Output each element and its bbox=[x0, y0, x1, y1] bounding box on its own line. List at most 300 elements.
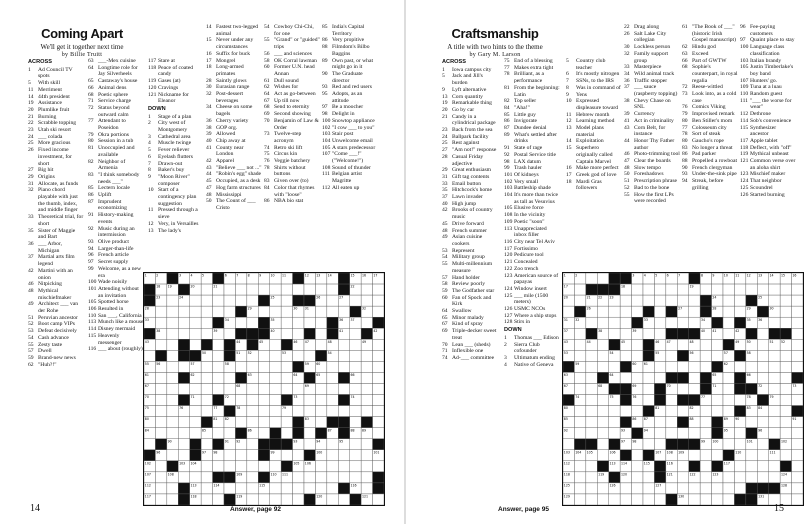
grid-cell[interactable] bbox=[270, 494, 281, 505]
grid-cell[interactable] bbox=[270, 350, 281, 361]
grid-cell[interactable] bbox=[757, 372, 768, 383]
grid-cell[interactable] bbox=[315, 406, 326, 417]
grid-cell[interactable] bbox=[293, 383, 304, 394]
grid-cell[interactable] bbox=[247, 494, 258, 505]
grid-cell[interactable] bbox=[327, 361, 338, 372]
grid-cell[interactable] bbox=[586, 461, 597, 472]
grid-cell[interactable] bbox=[155, 395, 166, 406]
grid-cell[interactable] bbox=[213, 461, 224, 472]
grid-cell[interactable] bbox=[769, 472, 780, 483]
grid-cell[interactable] bbox=[213, 428, 224, 439]
grid-cell[interactable] bbox=[677, 317, 688, 328]
grid-cell[interactable] bbox=[609, 494, 620, 505]
grid-cell[interactable] bbox=[281, 361, 292, 372]
grid-cell[interactable] bbox=[167, 383, 178, 394]
grid-cell[interactable] bbox=[712, 350, 723, 361]
grid-cell[interactable] bbox=[666, 406, 677, 417]
grid-cell[interactable] bbox=[235, 395, 246, 406]
grid-cell[interactable] bbox=[190, 339, 201, 350]
grid-cell[interactable] bbox=[677, 383, 688, 394]
grid-cell[interactable] bbox=[315, 383, 326, 394]
grid-cell[interactable] bbox=[361, 461, 372, 472]
grid-cell[interactable] bbox=[654, 361, 665, 372]
grid-cell[interactable] bbox=[167, 372, 178, 383]
grid-cell[interactable] bbox=[178, 417, 189, 428]
grid-cell[interactable] bbox=[769, 428, 780, 439]
grid-cell[interactable] bbox=[620, 494, 631, 505]
grid-cell[interactable] bbox=[350, 461, 361, 472]
grid-cell[interactable] bbox=[293, 494, 304, 505]
grid-cell[interactable] bbox=[201, 439, 212, 450]
grid-cell[interactable] bbox=[338, 383, 349, 394]
grid-cell[interactable] bbox=[350, 417, 361, 428]
grid-cell[interactable] bbox=[734, 472, 745, 483]
grid-cell[interactable] bbox=[144, 350, 155, 361]
grid-cell[interactable] bbox=[632, 494, 643, 505]
grid-cell[interactable] bbox=[666, 295, 677, 306]
grid-cell[interactable] bbox=[757, 361, 768, 372]
grid-cell[interactable] bbox=[677, 406, 688, 417]
grid-cell[interactable] bbox=[270, 306, 281, 317]
grid-cell[interactable] bbox=[620, 306, 631, 317]
grid-cell[interactable] bbox=[213, 350, 224, 361]
grid-cell[interactable] bbox=[792, 395, 803, 406]
grid-cell[interactable] bbox=[373, 361, 384, 372]
grid-cell[interactable] bbox=[281, 295, 292, 306]
grid-cell[interactable] bbox=[746, 284, 757, 295]
grid-cell[interactable] bbox=[677, 284, 688, 295]
grid-cell[interactable] bbox=[689, 450, 700, 461]
grid-cell[interactable] bbox=[258, 372, 269, 383]
grid-cell[interactable] bbox=[792, 472, 803, 483]
grid-cell[interactable] bbox=[632, 295, 643, 306]
grid-cell[interactable] bbox=[167, 450, 178, 461]
grid-cell[interactable] bbox=[338, 472, 349, 483]
grid-cell[interactable] bbox=[247, 284, 258, 295]
grid-cell[interactable] bbox=[700, 428, 711, 439]
grid-cell[interactable] bbox=[155, 461, 166, 472]
grid-cell[interactable] bbox=[315, 461, 326, 472]
grid-cell[interactable] bbox=[574, 406, 585, 417]
grid-cell[interactable] bbox=[620, 328, 631, 339]
grid-cell[interactable] bbox=[723, 395, 734, 406]
grid-cell[interactable] bbox=[213, 339, 224, 350]
grid-cell[interactable] bbox=[757, 450, 768, 461]
grid-cell[interactable] bbox=[373, 306, 384, 317]
grid-cell[interactable] bbox=[258, 383, 269, 394]
grid-cell[interactable] bbox=[677, 361, 688, 372]
grid-cell[interactable] bbox=[746, 461, 757, 472]
grid-cell[interactable] bbox=[632, 483, 643, 494]
grid-cell[interactable] bbox=[769, 317, 780, 328]
grid-cell[interactable] bbox=[620, 406, 631, 417]
grid-cell[interactable] bbox=[792, 428, 803, 439]
grid-cell[interactable] bbox=[247, 461, 258, 472]
crossword-grid[interactable] bbox=[562, 272, 804, 506]
grid-cell[interactable] bbox=[574, 461, 585, 472]
grid-cell[interactable] bbox=[586, 494, 597, 505]
grid-cell[interactable] bbox=[304, 317, 315, 328]
grid-cell[interactable] bbox=[700, 450, 711, 461]
grid-cell[interactable] bbox=[167, 350, 178, 361]
grid-cell[interactable] bbox=[586, 273, 597, 284]
grid-cell[interactable] bbox=[620, 483, 631, 494]
grid-cell[interactable] bbox=[586, 428, 597, 439]
grid-cell[interactable] bbox=[258, 361, 269, 372]
grid-cell[interactable] bbox=[643, 472, 654, 483]
grid-cell[interactable] bbox=[213, 383, 224, 394]
grid-cell[interactable] bbox=[315, 483, 326, 494]
grid-cell[interactable] bbox=[155, 483, 166, 494]
grid-cell[interactable] bbox=[654, 306, 665, 317]
grid-cell[interactable] bbox=[780, 317, 791, 328]
grid-cell[interactable] bbox=[167, 428, 178, 439]
grid-cell[interactable] bbox=[734, 295, 745, 306]
grid-cell[interactable] bbox=[190, 472, 201, 483]
grid-cell[interactable] bbox=[586, 406, 597, 417]
grid-cell[interactable] bbox=[361, 472, 372, 483]
grid-cell[interactable] bbox=[689, 295, 700, 306]
grid-cell[interactable] bbox=[350, 295, 361, 306]
grid-cell[interactable] bbox=[201, 361, 212, 372]
grid-cell[interactable] bbox=[315, 417, 326, 428]
grid-cell[interactable] bbox=[666, 428, 677, 439]
grid-cell[interactable] bbox=[373, 494, 384, 505]
grid-cell[interactable] bbox=[178, 383, 189, 394]
grid-cell[interactable] bbox=[201, 483, 212, 494]
grid-cell[interactable] bbox=[155, 472, 166, 483]
grid-cell[interactable] bbox=[769, 361, 780, 372]
grid-cell[interactable] bbox=[201, 295, 212, 306]
grid-cell[interactable] bbox=[201, 372, 212, 383]
grid-cell[interactable] bbox=[632, 339, 643, 350]
grid-cell[interactable] bbox=[574, 339, 585, 350]
grid-cell[interactable] bbox=[201, 472, 212, 483]
grid-cell[interactable] bbox=[224, 483, 235, 494]
grid-cell[interactable] bbox=[792, 494, 803, 505]
grid-cell[interactable] bbox=[574, 483, 585, 494]
grid-cell[interactable] bbox=[700, 284, 711, 295]
grid-cell[interactable] bbox=[700, 472, 711, 483]
grid-cell[interactable] bbox=[563, 439, 574, 450]
grid-cell[interactable] bbox=[643, 328, 654, 339]
grid-cell[interactable] bbox=[213, 295, 224, 306]
grid-cell[interactable] bbox=[373, 372, 384, 383]
grid-cell[interactable] bbox=[757, 461, 768, 472]
grid-cell[interactable] bbox=[327, 472, 338, 483]
grid-cell[interactable] bbox=[597, 439, 608, 450]
grid-cell[interactable] bbox=[167, 306, 178, 317]
grid-cell[interactable] bbox=[746, 417, 757, 428]
grid-cell[interactable] bbox=[712, 483, 723, 494]
grid-cell[interactable] bbox=[304, 395, 315, 406]
grid-cell[interactable] bbox=[281, 284, 292, 295]
grid-cell[interactable] bbox=[350, 328, 361, 339]
grid-cell[interactable] bbox=[235, 295, 246, 306]
grid-cell[interactable] bbox=[224, 284, 235, 295]
grid-cell[interactable] bbox=[327, 450, 338, 461]
grid-cell[interactable] bbox=[780, 383, 791, 394]
grid-cell[interactable] bbox=[723, 328, 734, 339]
grid-cell[interactable] bbox=[201, 328, 212, 339]
grid-cell[interactable] bbox=[574, 350, 585, 361]
grid-cell[interactable] bbox=[247, 450, 258, 461]
grid-cell[interactable] bbox=[155, 406, 166, 417]
grid-cell[interactable] bbox=[247, 417, 258, 428]
grid-cell[interactable] bbox=[723, 284, 734, 295]
grid-cell[interactable] bbox=[574, 295, 585, 306]
grid-cell[interactable] bbox=[224, 306, 235, 317]
grid-cell[interactable] bbox=[689, 383, 700, 394]
grid-cell[interactable] bbox=[258, 406, 269, 417]
grid-cell[interactable] bbox=[293, 472, 304, 483]
grid-cell[interactable] bbox=[574, 417, 585, 428]
grid-cell[interactable] bbox=[609, 306, 620, 317]
grid-cell[interactable] bbox=[643, 483, 654, 494]
grid-cell[interactable] bbox=[247, 295, 258, 306]
grid-cell[interactable] bbox=[190, 406, 201, 417]
grid-cell[interactable] bbox=[327, 494, 338, 505]
grid-cell[interactable] bbox=[723, 295, 734, 306]
grid-cell[interactable] bbox=[620, 317, 631, 328]
grid-cell[interactable] bbox=[201, 395, 212, 406]
grid-cell[interactable] bbox=[757, 284, 768, 295]
grid-cell[interactable] bbox=[574, 328, 585, 339]
grid-cell[interactable] bbox=[586, 350, 597, 361]
grid-cell[interactable] bbox=[327, 439, 338, 450]
grid-cell[interactable] bbox=[270, 417, 281, 428]
grid-cell[interactable] bbox=[258, 494, 269, 505]
grid-cell[interactable] bbox=[304, 483, 315, 494]
grid-cell[interactable] bbox=[792, 317, 803, 328]
grid-cell[interactable] bbox=[247, 472, 258, 483]
grid-cell[interactable] bbox=[327, 295, 338, 306]
grid-cell[interactable] bbox=[609, 406, 620, 417]
grid-cell[interactable] bbox=[769, 406, 780, 417]
grid-cell[interactable] bbox=[689, 306, 700, 317]
grid-cell[interactable] bbox=[258, 428, 269, 439]
grid-cell[interactable] bbox=[281, 417, 292, 428]
grid-cell[interactable] bbox=[315, 395, 326, 406]
grid-cell[interactable] bbox=[632, 350, 643, 361]
grid-cell[interactable] bbox=[597, 306, 608, 317]
grid-cell[interactable] bbox=[780, 361, 791, 372]
grid-cell[interactable] bbox=[190, 295, 201, 306]
grid-cell[interactable] bbox=[792, 461, 803, 472]
grid-cell[interactable] bbox=[666, 361, 677, 372]
grid-cell[interactable] bbox=[350, 383, 361, 394]
grid-cell[interactable] bbox=[281, 372, 292, 383]
grid-cell[interactable] bbox=[757, 439, 768, 450]
grid-cell[interactable] bbox=[201, 406, 212, 417]
grid-cell[interactable] bbox=[167, 295, 178, 306]
grid-cell[interactable] bbox=[155, 306, 166, 317]
grid-cell[interactable] bbox=[190, 383, 201, 394]
grid-cell[interactable] bbox=[586, 417, 597, 428]
grid-cell[interactable] bbox=[361, 383, 372, 394]
grid-cell[interactable] bbox=[304, 406, 315, 417]
grid-cell[interactable] bbox=[201, 317, 212, 328]
grid-cell[interactable] bbox=[270, 372, 281, 383]
grid-cell[interactable] bbox=[224, 428, 235, 439]
grid-cell[interactable] bbox=[712, 450, 723, 461]
grid-cell[interactable] bbox=[734, 439, 745, 450]
grid-cell[interactable] bbox=[338, 450, 349, 461]
grid-cell[interactable] bbox=[792, 339, 803, 350]
grid-cell[interactable] bbox=[167, 395, 178, 406]
grid-cell[interactable] bbox=[780, 417, 791, 428]
grid-cell[interactable] bbox=[361, 439, 372, 450]
grid-cell[interactable] bbox=[281, 317, 292, 328]
grid-cell[interactable] bbox=[281, 494, 292, 505]
grid-cell[interactable] bbox=[654, 417, 665, 428]
grid-cell[interactable] bbox=[155, 428, 166, 439]
grid-cell[interactable] bbox=[586, 317, 597, 328]
grid-cell[interactable] bbox=[350, 406, 361, 417]
grid-cell[interactable] bbox=[780, 450, 791, 461]
grid-cell[interactable] bbox=[304, 439, 315, 450]
grid-cell[interactable] bbox=[373, 339, 384, 350]
grid-cell[interactable] bbox=[723, 383, 734, 394]
grid-cell[interactable] bbox=[723, 483, 734, 494]
grid-cell[interactable] bbox=[746, 472, 757, 483]
grid-cell[interactable] bbox=[327, 395, 338, 406]
grid-cell[interactable] bbox=[734, 428, 745, 439]
grid-cell[interactable] bbox=[155, 383, 166, 394]
grid-cell[interactable] bbox=[373, 461, 384, 472]
grid-cell[interactable] bbox=[361, 361, 372, 372]
grid-cell[interactable] bbox=[327, 372, 338, 383]
grid-cell[interactable] bbox=[350, 450, 361, 461]
grid-cell[interactable] bbox=[632, 450, 643, 461]
grid-cell[interactable] bbox=[597, 494, 608, 505]
grid-cell[interactable] bbox=[780, 406, 791, 417]
grid-cell[interactable] bbox=[327, 406, 338, 417]
grid-cell[interactable] bbox=[586, 483, 597, 494]
grid-cell[interactable] bbox=[723, 472, 734, 483]
crossword-grid[interactable] bbox=[143, 272, 385, 506]
grid-cell[interactable] bbox=[597, 417, 608, 428]
grid-cell[interactable] bbox=[235, 483, 246, 494]
grid-cell[interactable] bbox=[327, 284, 338, 295]
grid-cell[interactable] bbox=[167, 328, 178, 339]
grid-cell[interactable] bbox=[792, 306, 803, 317]
grid-cell[interactable] bbox=[373, 428, 384, 439]
grid-cell[interactable] bbox=[723, 372, 734, 383]
grid-cell[interactable] bbox=[338, 306, 349, 317]
grid-cell[interactable] bbox=[769, 350, 780, 361]
grid-cell[interactable] bbox=[258, 417, 269, 428]
grid-cell[interactable] bbox=[792, 350, 803, 361]
grid-cell[interactable] bbox=[281, 306, 292, 317]
grid-cell[interactable] bbox=[700, 417, 711, 428]
grid-cell[interactable] bbox=[734, 306, 745, 317]
grid-cell[interactable] bbox=[155, 339, 166, 350]
grid-cell[interactable] bbox=[190, 317, 201, 328]
grid-cell[interactable] bbox=[597, 406, 608, 417]
grid-cell[interactable] bbox=[654, 284, 665, 295]
grid-cell[interactable] bbox=[338, 339, 349, 350]
grid-cell[interactable] bbox=[315, 472, 326, 483]
grid-cell[interactable] bbox=[609, 417, 620, 428]
grid-cell[interactable] bbox=[734, 284, 745, 295]
grid-cell[interactable] bbox=[666, 350, 677, 361]
grid-cell[interactable] bbox=[293, 406, 304, 417]
grid-cell[interactable] bbox=[757, 417, 768, 428]
grid-cell[interactable] bbox=[700, 339, 711, 350]
grid-cell[interactable] bbox=[597, 339, 608, 350]
grid-cell[interactable] bbox=[293, 317, 304, 328]
grid-cell[interactable] bbox=[597, 350, 608, 361]
grid-cell[interactable] bbox=[361, 350, 372, 361]
grid-cell[interactable] bbox=[270, 483, 281, 494]
grid-cell[interactable] bbox=[373, 383, 384, 394]
grid-cell[interactable] bbox=[270, 284, 281, 295]
grid-cell[interactable] bbox=[677, 428, 688, 439]
grid-cell[interactable] bbox=[270, 383, 281, 394]
grid-cell[interactable] bbox=[757, 328, 768, 339]
grid-cell[interactable] bbox=[361, 406, 372, 417]
grid-cell[interactable] bbox=[734, 461, 745, 472]
grid-cell[interactable] bbox=[586, 395, 597, 406]
grid-cell[interactable] bbox=[666, 417, 677, 428]
grid-cell[interactable] bbox=[167, 317, 178, 328]
grid-cell[interactable] bbox=[597, 273, 608, 284]
grid-cell[interactable] bbox=[327, 483, 338, 494]
grid-cell[interactable] bbox=[643, 494, 654, 505]
grid-cell[interactable] bbox=[597, 483, 608, 494]
grid-cell[interactable] bbox=[338, 361, 349, 372]
grid-cell[interactable] bbox=[373, 417, 384, 428]
grid-cell[interactable] bbox=[734, 361, 745, 372]
grid-cell[interactable] bbox=[780, 428, 791, 439]
grid-cell[interactable] bbox=[757, 339, 768, 350]
grid-cell[interactable] bbox=[270, 461, 281, 472]
grid-cell[interactable] bbox=[190, 428, 201, 439]
grid-cell[interactable] bbox=[201, 284, 212, 295]
grid-cell[interactable] bbox=[574, 494, 585, 505]
grid-cell[interactable] bbox=[609, 328, 620, 339]
grid-cell[interactable] bbox=[315, 339, 326, 350]
grid-cell[interactable] bbox=[304, 472, 315, 483]
grid-cell[interactable] bbox=[734, 395, 745, 406]
grid-cell[interactable] bbox=[247, 383, 258, 394]
grid-cell[interactable] bbox=[654, 328, 665, 339]
grid-cell[interactable] bbox=[780, 350, 791, 361]
grid-cell[interactable] bbox=[792, 284, 803, 295]
grid-cell[interactable] bbox=[350, 339, 361, 350]
grid-cell[interactable] bbox=[281, 428, 292, 439]
grid-cell[interactable] bbox=[178, 450, 189, 461]
grid-cell[interactable] bbox=[586, 361, 597, 372]
grid-cell[interactable] bbox=[350, 472, 361, 483]
grid-cell[interactable] bbox=[350, 350, 361, 361]
grid-cell[interactable] bbox=[574, 284, 585, 295]
grid-cell[interactable] bbox=[235, 450, 246, 461]
grid-cell[interactable] bbox=[723, 406, 734, 417]
grid-cell[interactable] bbox=[689, 428, 700, 439]
grid-cell[interactable] bbox=[373, 284, 384, 295]
grid-cell[interactable] bbox=[167, 339, 178, 350]
grid-cell[interactable] bbox=[281, 450, 292, 461]
grid-cell[interactable] bbox=[258, 350, 269, 361]
grid-cell[interactable] bbox=[258, 395, 269, 406]
grid-cell[interactable] bbox=[213, 372, 224, 383]
grid-cell[interactable] bbox=[780, 284, 791, 295]
grid-cell[interactable] bbox=[586, 472, 597, 483]
grid-cell[interactable] bbox=[574, 383, 585, 394]
grid-cell[interactable] bbox=[792, 295, 803, 306]
